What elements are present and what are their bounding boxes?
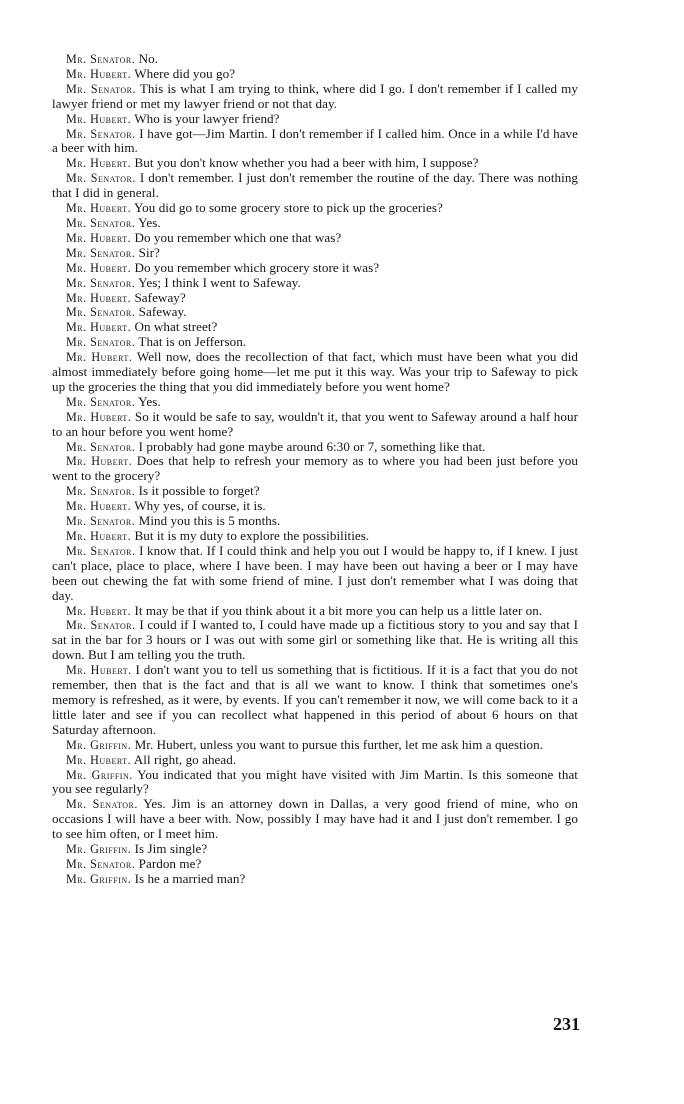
spoken-text: Yes. Jim is an attorney down in Dallas, a very good friend of mine, who on occasions I will have a beer with. Now, possibly I may have had it and I just don't remember. I go to see him often, or I meet him.	[52, 796, 578, 842]
spoken-text: I don't remember. I just don't remember the routine of the day. There was nothing that I did in general.	[52, 170, 579, 201]
spoken-text: Is Jim single?	[134, 841, 208, 857]
speaker-name: Mr. Hubert.	[66, 66, 132, 81]
testimony-paragraph	[52, 261, 578, 276]
testimony-paragraph	[52, 335, 578, 350]
spoken-text: Safeway.	[138, 304, 187, 320]
testimony-paragraph	[52, 216, 578, 231]
spoken-text: I probably had gone maybe around 6:30 or 7, something like that.	[138, 438, 486, 454]
speaker-name: Mr. Hubert.	[66, 260, 132, 275]
testimony-paragraph	[52, 305, 578, 320]
speaker-name: Mr. Griffin.	[66, 767, 133, 782]
spoken-text: Mr. Hubert, unless you want to pursue this further, let me ask him a question.	[134, 736, 544, 752]
spoken-text: I have got—Jim Martin. I don't remember if I called him. Once in a while I'd have a beer with him.	[52, 125, 579, 156]
testimony-paragraph	[52, 797, 578, 842]
speaker-name: Mr. Hubert.	[66, 454, 133, 469]
spoken-text: Yes.	[138, 393, 161, 409]
testimony-paragraph	[52, 499, 578, 514]
testimony-paragraph	[52, 604, 578, 619]
testimony-paragraph	[52, 291, 578, 306]
speaker-name: Mr. Hubert.	[66, 529, 132, 543]
spoken-text: I don't want you to tell us something that is fictitious. If it is a fact that you do not remember, then that is the fact and that is all we want to know. I think that sometimes one's memory is refreshed, as it were, by events. If you can't remember it now, we will come back to it a little later and see if you can recollect what happened in this period of about 6 hours on that Saturday afternoon.	[52, 662, 578, 737]
testimony-paragraph	[52, 753, 578, 768]
testimony-paragraph	[52, 67, 578, 82]
testimony-paragraph	[52, 768, 578, 798]
speaker-name: Mr. Hubert.	[66, 409, 132, 424]
testimony-paragraph	[52, 857, 578, 872]
testimony-paragraph	[52, 52, 578, 67]
speaker-name: Mr. Senator.	[66, 394, 136, 409]
testimony-paragraph	[52, 514, 578, 529]
testimony-paragraph	[52, 231, 578, 246]
spoken-text: On what street?	[134, 319, 218, 335]
speaker-name: Mr. Senator.	[66, 543, 136, 558]
spoken-text: No.	[138, 51, 159, 66]
testimony-paragraph	[52, 320, 578, 335]
testimony-paragraph	[52, 618, 578, 663]
spoken-text: So it would be safe to say, wouldn't it, that you went to Safeway around a half hour to an hour before you went home?	[52, 408, 579, 439]
spoken-text: That is on Jefferson.	[138, 334, 247, 350]
speaker-name: Mr. Hubert.	[66, 111, 132, 126]
speaker-name: Mr. Senator.	[66, 171, 136, 186]
spoken-text: You did go to some grocery store to pick up the groceries?	[133, 200, 443, 216]
spoken-text: Where did you go?	[134, 65, 236, 81]
testimony-paragraph	[52, 663, 578, 738]
speaker-name: Mr. Griffin.	[66, 842, 132, 857]
spoken-text: Do you remember which grocery store it was?	[134, 259, 380, 275]
speaker-name: Mr. Griffin.	[66, 871, 132, 886]
spoken-text: This is what I am trying to think, where did I go. I don't remember if I called my lawyer friend or met my lawyer friend or not that day.	[52, 80, 579, 111]
speaker-name: Mr. Senator.	[66, 856, 136, 871]
testimony-paragraph	[52, 454, 578, 484]
spoken-text: Yes; I think I went to Safeway.	[138, 274, 301, 290]
spoken-text: Yes.	[138, 214, 161, 230]
testimony-paragraph	[52, 440, 578, 455]
spoken-text: Pardon me?	[138, 855, 202, 871]
speaker-name: Mr. Senator.	[66, 275, 136, 290]
testimony-paragraph	[52, 872, 578, 887]
testimony-paragraph	[52, 842, 578, 857]
spoken-text: But you don't know whether you had a beer with him, I suppose?	[134, 155, 479, 171]
testimony-paragraph	[52, 738, 578, 753]
spoken-text: Is it possible to forget?	[138, 483, 260, 499]
speaker-name: Mr. Senator.	[66, 335, 136, 350]
speaker-name: Mr. Senator.	[66, 81, 137, 96]
spoken-text: I know that. If I could think and help you out I would be happy to, if I knew. I just can't place, place to place, where I have been. I may have been out having a beer or I may have been out chewing the fat with some friend of mine. I just don't remember what I was doing that day.	[52, 542, 579, 603]
spoken-text: Does that help to refresh your memory as to where you had been just before you went to the grocery?	[52, 453, 578, 484]
page-number: 231	[553, 1014, 580, 1034]
testimony-paragraph	[52, 395, 578, 410]
spoken-text: It may be that if you think about it a bit more you can help us a little later on.	[134, 602, 543, 618]
speaker-name: Mr. Senator.	[66, 52, 136, 66]
spoken-text: Mind you this is 5 months.	[138, 513, 281, 529]
speaker-name: Mr. Senator.	[66, 514, 136, 529]
testimony-paragraph	[52, 127, 578, 157]
speaker-name: Mr. Senator.	[66, 245, 136, 260]
speaker-name: Mr. Hubert.	[66, 320, 132, 335]
spoken-text: You indicated that you might have visited with Jim Martin. Is this someone that you see regularly?	[52, 766, 578, 797]
testimony-paragraph	[52, 82, 578, 112]
testimony-transcript	[52, 52, 578, 887]
testimony-paragraph	[52, 544, 578, 604]
speaker-name: Mr. Hubert.	[66, 499, 132, 514]
testimony-paragraph	[52, 350, 578, 395]
speaker-name: Mr. Griffin.	[66, 737, 132, 752]
spoken-text: Sir?	[138, 244, 160, 260]
testimony-paragraph	[52, 410, 578, 440]
speaker-name: Mr. Hubert.	[66, 350, 133, 365]
testimony-paragraph	[52, 276, 578, 291]
speaker-name: Mr. Senator.	[66, 215, 136, 230]
testimony-paragraph	[52, 171, 578, 201]
testimony-paragraph	[52, 529, 578, 544]
speaker-name: Mr. Hubert.	[66, 290, 132, 305]
spoken-text: Well now, does the recollection of that fact, which must have been what you did almost immediately before going home—let me put it this way. Was your trip to Safeway to pick up the groceries the thing that you did immediately before you went home?	[52, 349, 579, 394]
speaker-name: Mr. Hubert.	[66, 752, 132, 767]
testimony-paragraph	[52, 484, 578, 499]
speaker-name: Mr. Senator.	[66, 618, 136, 633]
speaker-name: Mr. Hubert.	[66, 156, 132, 171]
speaker-name: Mr. Hubert.	[66, 603, 132, 618]
testimony-paragraph	[52, 201, 578, 216]
speaker-name: Mr. Senator.	[66, 305, 136, 320]
spoken-text: Do you remember which one that was?	[134, 229, 342, 245]
testimony-paragraph	[52, 246, 578, 261]
speaker-name: Mr. Hubert.	[66, 663, 132, 678]
speaker-name: Mr. Hubert.	[66, 201, 132, 216]
speaker-name: Mr. Senator.	[66, 484, 136, 499]
spoken-text: But it is my duty to explore the possibilities.	[134, 528, 370, 543]
speaker-name: Mr. Senator.	[66, 439, 136, 454]
spoken-text: Who is your lawyer friend?	[134, 110, 280, 126]
testimony-paragraph	[52, 112, 578, 127]
spoken-text: Safeway?	[134, 289, 186, 305]
testimony-paragraph	[52, 156, 578, 171]
speaker-name: Mr. Senator.	[66, 797, 138, 812]
speaker-name: Mr. Hubert.	[66, 230, 132, 245]
spoken-text: Is he a married man?	[134, 870, 246, 886]
spoken-text: All right, go ahead.	[133, 751, 237, 767]
spoken-text: Why yes, of course, it is.	[134, 498, 266, 514]
speaker-name: Mr. Senator.	[66, 126, 136, 141]
spoken-text: I could if I wanted to, I could have made up a fictitious story to you and say that I sat in the bar for 3 hours or I was out with some girl or something like that. He is writing all this down. But I am telling you the truth.	[52, 617, 578, 663]
